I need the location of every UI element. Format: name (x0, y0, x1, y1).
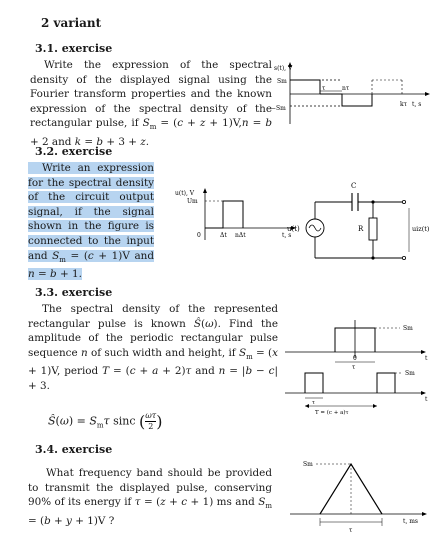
circuit-capacitor-label: C (351, 182, 357, 190)
exercise-3-3-text: The spectral density of the represented rectangular pulse is known Ŝ(ω). Find the amplitude of the periodic rectangular pulse sequence n of such width and height, if $S_m = (x + 1)V$, period T = (c + a + 2)τ and n = |b − c| + 3. (28, 303, 279, 393)
exercise-3-2-heading: 3.2. exercise (35, 145, 113, 158)
graph-sm-label: Sm (277, 78, 287, 85)
graph-ktau-label: kτ (400, 101, 407, 108)
exercise-3-4-triangle-graph (290, 452, 435, 542)
graph-ndt-label: nΔt (235, 232, 246, 239)
graph-t-label: t (425, 355, 428, 362)
graph-t-label-2: t (425, 396, 428, 403)
variant-title: 2 variant (41, 16, 102, 30)
graph-y-label: s(t), V (274, 65, 293, 72)
graph-t-axis-label: t, s (412, 101, 422, 108)
graph-tau-label: τ (349, 527, 353, 534)
exercise-3-4-text: What frequency band should be provided to transmit the displayed pulse, conserving 90% of its energy if τ = (z + c + 1) ms and $S_m = (b + y + 1)V$ ? (28, 467, 273, 527)
graph-dt-label: Δt (220, 232, 227, 239)
circuit-output-label: uiz(t) (412, 225, 430, 233)
graph-t-axis-label: t, ms (403, 518, 418, 525)
graph-um-label: Um (187, 198, 198, 205)
graph-y-label: u(t), V (175, 190, 195, 197)
graph-zero-label: 0 (353, 355, 357, 362)
exercise-3-1-heading: 3.1. exercise (35, 42, 113, 55)
exercise-3-1-text: Write the expression of the spectral density of the displayed signal using the Fourier transform properties and the known expression of the spectral density of the rectangular pulse, if $S_m = (c + z + 1)V,n = b + 2$ and k = b + 3 + z. (30, 59, 273, 149)
graph-tau-label: τ (352, 364, 356, 371)
exercise-3-4-heading: 3.4. exercise (35, 443, 113, 456)
graph-sm-label: Sm (303, 461, 313, 468)
exercise-3-2-text: Write an expression for the spectral density of the circuit output signal, if the signal shown in the figure is connected to the input and $S_m = (c + 1)V$ and n = b + 1. (28, 162, 155, 281)
exercise-3-3-formula: Ŝ(ω) = $S_m\tau$ sinc ( $\frac{\omega\tau}{2}$ ) (48, 411, 163, 431)
graph-period-label: T = (c + a)τ (315, 410, 349, 416)
graph-neg-sm-label: −Sm (271, 105, 286, 112)
graph-sm-label-2: Sm (405, 370, 415, 377)
graph-sm-label: Sm (403, 325, 413, 332)
circuit-resistor-label: R (358, 225, 364, 233)
exercise-3-3-heading: 3.3. exercise (35, 286, 113, 299)
graph-zero-label: 0 (197, 232, 201, 239)
exercise-3-1-signal-graph (272, 60, 432, 130)
exercise-3-2-circuit (285, 180, 435, 275)
graph-ntau-label: nτ (342, 85, 350, 92)
graph-tau-label-2: τ (312, 400, 316, 406)
graph-t-axis-label: t, s (282, 232, 292, 239)
circuit-input-label: u(t) (287, 225, 300, 233)
exercise-3-3-pulse-graphs (285, 318, 435, 418)
graph-tau-label: τ (322, 85, 326, 92)
